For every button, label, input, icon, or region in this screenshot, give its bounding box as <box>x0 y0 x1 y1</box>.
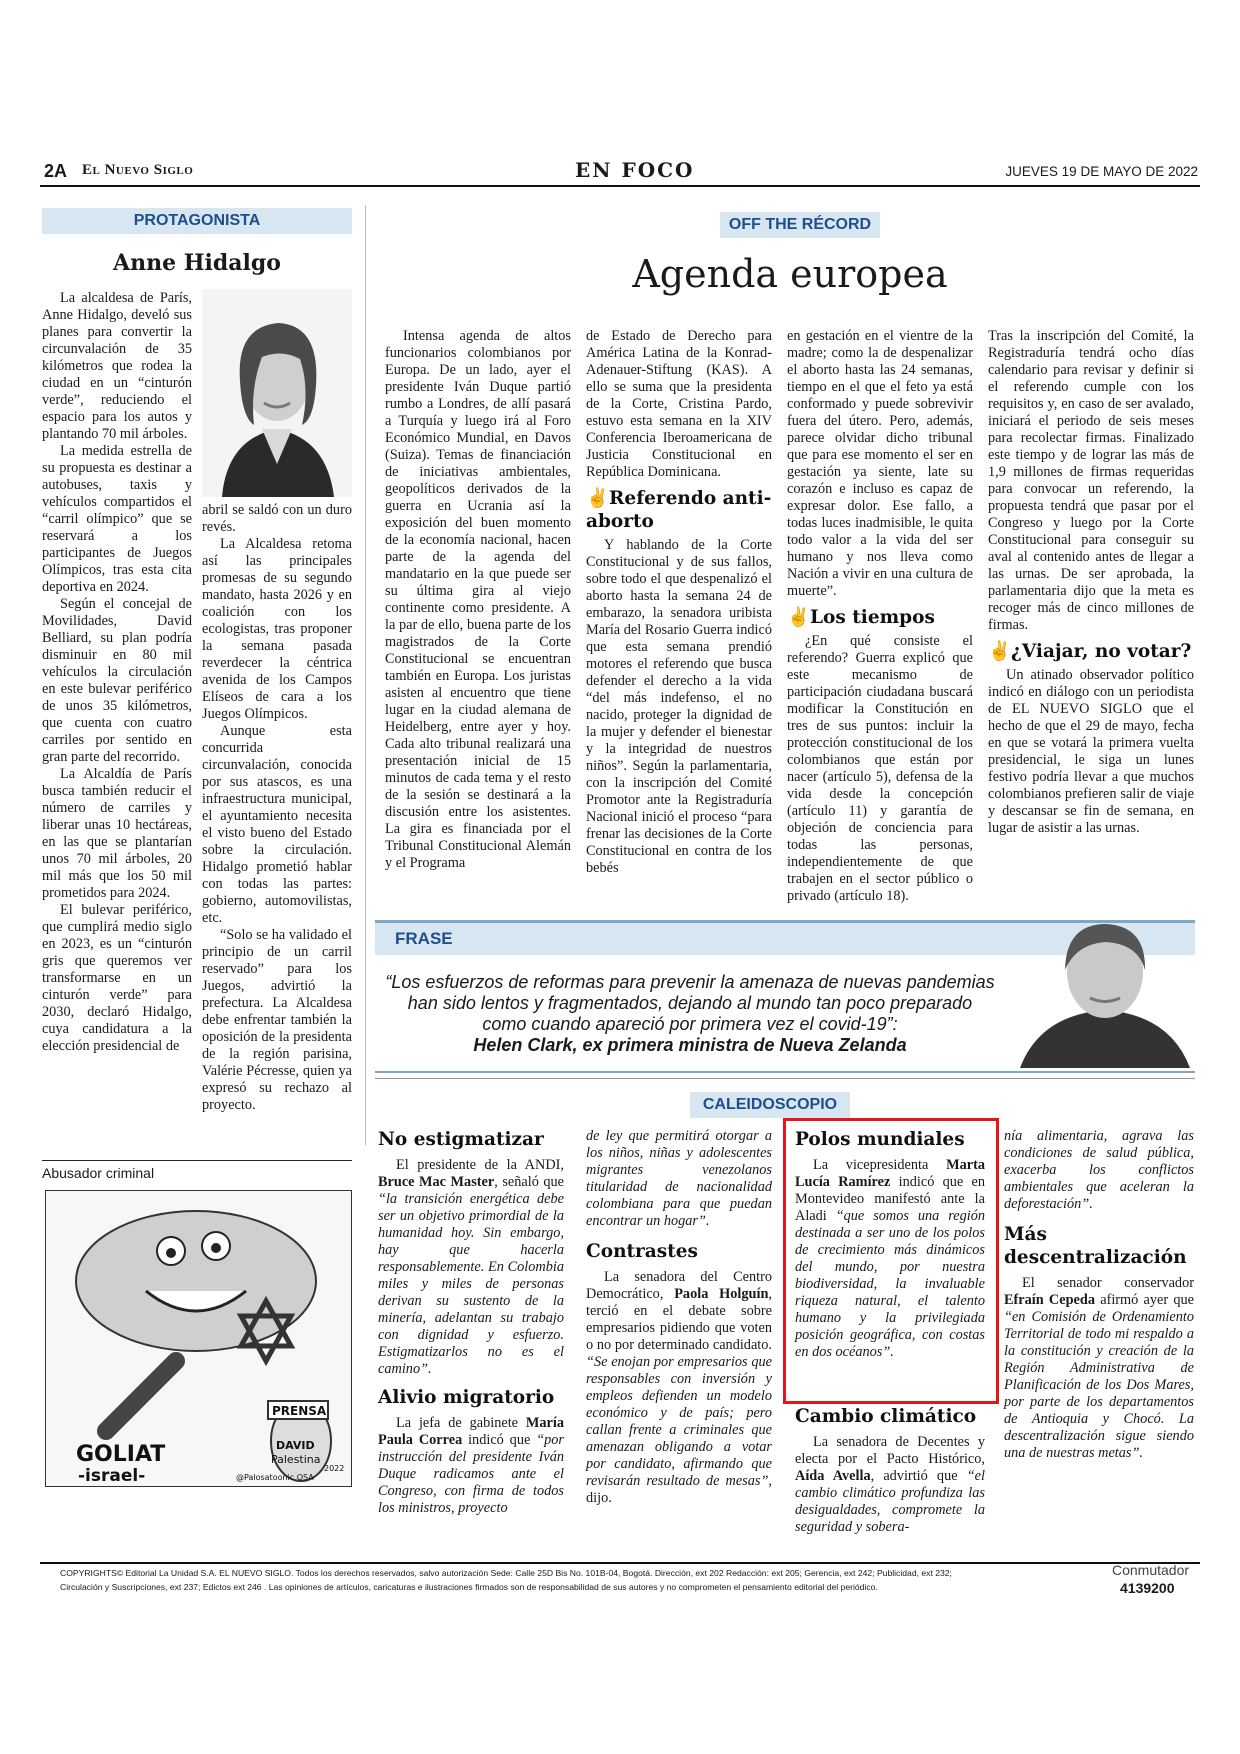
protagonista-p3: Según el concejal de Movilidades, David Belliard, su plan podría disminuir en 80 mil vehículos la circulación en este bulevar periférico de unos 35 kilómetros, que cuenta con cuatro carriles por sentido en gran parte del recorrido. <box>42 596 192 765</box>
masthead-rule <box>40 185 1200 187</box>
frase-author: Helen Clark, ex primera ministra de Nueva Zelanda <box>473 1035 907 1055</box>
frase-label: FRASE <box>395 929 453 948</box>
cartoon-goliat: GOLIAT <box>76 1442 166 1467</box>
helen-clark-photo <box>1010 910 1195 1068</box>
frase-quote-text: “Los esfuerzos de reformas para prevenir la amenaza de nuevas pandemias han sido lentos y fragmentados, dejando al mundo tan poco preparado como cuando apareció por primera vez el covid-19”: <box>385 972 995 1034</box>
caleidoscopio-column-3 <box>795 1128 985 1361</box>
heading-clima: Cambio climático <box>795 1406 977 1427</box>
victory-hand-icon: ✌ <box>586 488 610 509</box>
heading-contrastes: Contrastes <box>586 1241 698 1262</box>
victory-hand-icon: ✌ <box>787 607 811 628</box>
column-separator <box>365 205 366 1145</box>
polos-text: La vicepresidenta Marta Lucía Ramírez indicó que en Montevideo manifestó ante la Aladi “que somos una región destinada a ser uno de los polos de crecimiento más dinámicos del mundo, por nuestra biodiversidad, la invaluable riqueza natural, el talento humano y la privilegiada posición geográfica, con costas en dos océanos”. <box>795 1157 986 1360</box>
caleidoscopio-rule <box>375 1078 1195 1079</box>
clima-continued: nía alimentaria, agrava las condiciones de salud pública, exacerba los conflictos ambientales que aceleran la deforestación”. <box>1004 1128 1194 1212</box>
paper-name: El Nuevo Siglo <box>82 162 194 178</box>
offrecord-column-1 <box>385 328 571 872</box>
heading-tiempos <box>787 606 973 629</box>
heading-viajar <box>988 640 1194 663</box>
protagonista-p7: La Alcaldesa retoma así las principales promesas de su segundo mandato, hasta 2026 y en coalición con los ecologistas, tras proponer la semana pasada reverdecer la céntrica avenida de los Campos Elíseos de cara a los Juegos Olímpicos. <box>202 536 352 722</box>
offrecord-column-3 <box>787 328 973 905</box>
clima-text: La senadora de Decentes y electa por el Pacto Histórico, Aída Avella, advirtió que “el cambio climático profundiza las desigualdades, compromete la seguridad y sobera- <box>795 1434 985 1535</box>
heading-referendo <box>586 487 772 533</box>
conmutador-label: Conmutador <box>1112 1562 1190 1578</box>
heading-descentral: Más descentralización <box>1004 1224 1187 1268</box>
heading-alivio: Alivio migratorio <box>378 1387 555 1408</box>
heading-tiempos-text: Los tiempos <box>810 607 935 628</box>
caleidoscopio-column-4 <box>1004 1128 1194 1462</box>
estigmatizar-text: El presidente de la ANDI, Bruce Mac Master, señaló que “la transición energética debe ser un objetivo primordial de la humanidad hoy. Sin embargo, hay que hacerla responsablemente. En Colombia miles y miles de personas derivan su sustento de la minería, adelantan su trabajo con dignidad y esfuerzo. Estigmatizarlos no es el camino”. <box>378 1157 564 1377</box>
descentral-text: El senador conservador Efraín Cepeda afirmó ayer que “en Comisión de Ordenamiento Territorial de todo mi respaldo a la constitución y creación de la Región Administrativa de Planificación de los Dos Mares, por parte de los departamentos de Antioquia y Chocó. La descentralización sigue siendo una de nuestras metas”. <box>1004 1275 1194 1461</box>
footer-line-1: COPYRIGHTS© Editorial La Unidad S.A. EL NUEVO SIGLO. Todos los derechos reservados, salvo autorización Sede: Calle 25D Bis No. 101B-04, Bogotá. Dirección, ext 202 Redacción: ext 205; Gerencia, ext 242; Publicidad, ext 232; <box>60 1568 952 1578</box>
cartoon-israel: -israel- <box>78 1466 146 1486</box>
cartoon-palestina: Palestina <box>271 1453 321 1466</box>
cartoon <box>45 1190 352 1487</box>
anne-hidalgo-photo <box>202 289 352 497</box>
cartoon-david: DAVID <box>276 1439 315 1452</box>
offrecord-p2: de Estado de Derecho para América Latina de la Konrad-Adenauer-Stiftung (KAS). A ello se suma que la presidenta de la Corte, Cristina Pardo, estuvo esta semana en la XIV Conferencia Iberoamericana de Justicia Constitucional en República Dominicana. <box>586 328 772 480</box>
protagonista-p4: La Alcaldía de París busca también reducir el número de carriles y liberar unas 10 hectáreas, en las que se plantarían unos 70 mil árboles, 20 mil más que los 50 mil prometidos para 2024. <box>42 766 192 901</box>
conmutador-number: 4139200 <box>1120 1580 1175 1596</box>
heading-referendo-text: Referendo anti-aborto <box>586 488 772 532</box>
cartoon-year: 2022 <box>324 1464 345 1473</box>
heading-viajar-text: ¿Viajar, no votar? <box>1011 641 1192 662</box>
page-number: 2A <box>44 161 68 181</box>
alivio-continued: de ley que permitirá otorgar a los niños, niñas y adolescentes migrantes venezolanos titularidad de nacionalidad colombiana para que puedan encontrar un hogar”. <box>586 1128 772 1229</box>
issue-date: JUEVES 19 DE MAYO DE 2022 <box>1005 164 1198 179</box>
caleidoscopio-column-1 <box>378 1128 564 1517</box>
protagonista-column-1 <box>42 290 192 1055</box>
offrecord-p3: Y hablando de la Corte Constitucional y de sus fallos, sobre todo el que despenalizó el aborto hasta la semana 24 de embarazo, la senadora uribista María del Rosario Guerra indicó que esta semana prendió motores el referendo que busca defender el derecho a la vida “del más indefenso, el no nacido, proteger la dignidad de la mujer y defender el bienestar y la integridad de nuestros niños”. Según la parlamentaria, con la inscripción del Comité Promotor ante la Registraduría Nacional inició el proceso “para frenar las decisiones de la Corte Constitucional en contra de los bebés <box>586 537 772 876</box>
cartoon-rule <box>42 1160 352 1161</box>
offrecord-column-4 <box>988 328 1194 837</box>
offrecord-p7: Un atinado observador político indicó en diálogo con un periodista de EL NUEVO SIGLO que el hecho de que el 29 de mayo, fecha en que se votará la primera vuelta presidencial, le siga un lunes festivo podría llevar a que muchos colombianos prefieren salir de viaje y descansar se fin de semana, en lugar de asistir a las urnas. <box>988 667 1194 836</box>
offrecord-p4: en gestación en el vientre de la madre; como la de despenalizar el aborto hasta las 24 semanas, tiempo en el que el feto ya está conformado y puede sobrevivir fuera del útero. Pero, además, parece olvidar dicho tribunal que para ese momento el ser en gestación ya siente, late su corazón e incluso es capaz de expresar dolor. Ese fallo, a todas luces inadmisible, le quita todo valor a la vida del ser humano y nos lleva como Nación a vivir en una cultura de muerte”. <box>787 328 973 599</box>
caleidoscopio-column-3b <box>795 1405 985 1536</box>
protagonista-p6: abril se saldó con un duro revés. <box>202 502 352 535</box>
protagonista-p8: Aunque esta concurrida circunvalación, conocida por sus atascos, es una infraestructura municipal, el ayuntamiento necesita el visto bueno del Estado sobre la circulación. Hidalgo prometió hablar con todas las partes: gobierno, automovilistas, etc. <box>202 723 352 926</box>
protagonista-p1: La alcaldesa de París, Anne Hidalgo, develó sus planes para convertir la circunvalación de 35 kilómetros que rodea la ciudad en un “cinturón verde”, reduciendo el espacio para los autos y plantando 70 mil árboles. <box>42 290 192 442</box>
protagonista-p9: “Solo se ha validado el principio de un carril reservado” para los Juegos, advirtió la prefectura. La Alcaldesa debe enfrentar también la oposición de la presidenta de la región parisina, Valérie Pécresse, quien ya expresó su rechazo al proyecto. <box>202 927 352 1113</box>
cartoon-drawing <box>46 1191 351 1486</box>
protagonista-p2: La medida estrella de su propuesta es destinar a autobuses, taxis y vehículos compartidos el “carril olímpico” que se reservará a los participantes de Juegos Olímpicos, tras esta cita deportiva en 2024. <box>42 443 192 595</box>
footer-line-2: Circulación y Suscripciones, ext 237; Edictos ext 246 . Las opiniones de artículos, caricaturas e ilustraciones firmados son de responsabilidad de sus autores y no comprometen el pensamiento editorial del periódico. <box>60 1582 878 1592</box>
cartoon-prensa: PRENSA <box>272 1404 327 1418</box>
offrecord-title: Agenda europea <box>632 252 948 296</box>
protagonista-title: Anne Hidalgo <box>113 250 281 276</box>
heading-polos: Polos mundiales <box>795 1129 965 1150</box>
footer-rule <box>40 1562 1200 1564</box>
offrecord-p6: Tras la inscripción del Comité, la Registraduría tendrá ocho días calendario para revisar y definir si el referendo cumple con los requisitos y, en caso de ser avalado, iniciará el periodo de seis meses para recolectar firmas. Finalizado este tiempo y de lograr las más de 1,9 millones de firmas requeridas para convocar un referendo, la propuesta tendrá que pasar por el Congreso y luego por la Corte Constitucional para conseguir su aval al contenido antes de llegar a las urnas. De ser aprobada, la parlamentaria dijo que la meta es recoger más de cinco millones de firmas. <box>988 328 1194 633</box>
protagonista-column-2 <box>202 502 352 1114</box>
cartoon-caption: Abusador criminal <box>42 1165 155 1181</box>
offrecord-column-2 <box>586 328 772 877</box>
protagonista-label: PROTAGONISTA <box>42 208 352 234</box>
section-name: EN FOCO <box>575 158 695 182</box>
alivio-text: La jefa de gabinete María Paula Correa indicó que “por instrucción del presidente Iván Duque radicamos ante el Congreso, con firma de todos los ministros, proyecto <box>378 1415 564 1516</box>
offrecord-label: OFF THE RÉCORD <box>720 212 880 238</box>
caleidoscopio-column-2 <box>586 1128 772 1507</box>
offrecord-p5: ¿En qué consiste el referendo? Guerra explicó que este mecanismo de participación ciudadana buscará modificar la Constitución en tres de sus puntos: incluir la protección constitucional de los colombianos que están por nacer (artículo 5), defensa de la vida desde la concepción (artículo 11) y garantía de objeción de conciencia para todas las personas, independientemente de que trabajen en el sector público o privado (artículo 18). <box>787 633 973 904</box>
heading-estigmatizar: No estigmatizar <box>378 1129 544 1150</box>
cartoon-signature: @Palosatoonic OSA <box>236 1473 314 1482</box>
victory-hand-icon: ✌ <box>988 641 1012 662</box>
contrastes-text: La senadora del Centro Democrático, Paola Holguín, terció en el debate sobre empresarios pidiendo que voten o no por determinado candidato. “Se enojan por empresarios que responsables con inversión y empleos defienden un modelo económico y de país; pero callan frente a criminales que amenazan obligando a votar por candidato, afirmando que revisarán resultado de mesas”, dijo. <box>586 1269 772 1506</box>
offrecord-p1: Intensa agenda de altos funcionarios colombianos por Europa. De un lado, ayer el presidente Iván Duque partió rumbo a Londres, de allí pasará a Turquía y luego irá al Foro Económico Mundial, en Davos (Suiza). Temas de financiación de iniciativas ambientales, geopolíticos derivados de la guerra en Ucrania así la exposición del buen momento de la economía nacional, hacen parte de la agenda del mandatario en la que puede ser su última gira al viejo continente como presidente. A la par de ello, buena parte de los magistrados de la Corte Constitucional se encuentran también en Europa. Los juristas asisten al encuentro que tiene lugar en la ciudad alemana de Heidelberg, entre ayer y hoy. Cada alto tribunal realizará una presentación inicial de 15 minutos de cada tema y el resto de la sesión se destinará a la discusión entre los asistentes. La gira es financiada por el Tribunal Constitucional Alemán y el Programa <box>385 328 571 871</box>
frase-quote <box>385 972 995 1056</box>
protagonista-p5: El bulevar periférico, que cumplirá medio siglo en 2023, es un “cinturón gris que queremos ver transformarse en un cinturón verde” para 2030, declaró Hidalgo, cuya candidatura a la elección presidencial de <box>42 902 192 1054</box>
caleidoscopio-label: CALEIDOSCOPIO <box>690 1092 850 1118</box>
